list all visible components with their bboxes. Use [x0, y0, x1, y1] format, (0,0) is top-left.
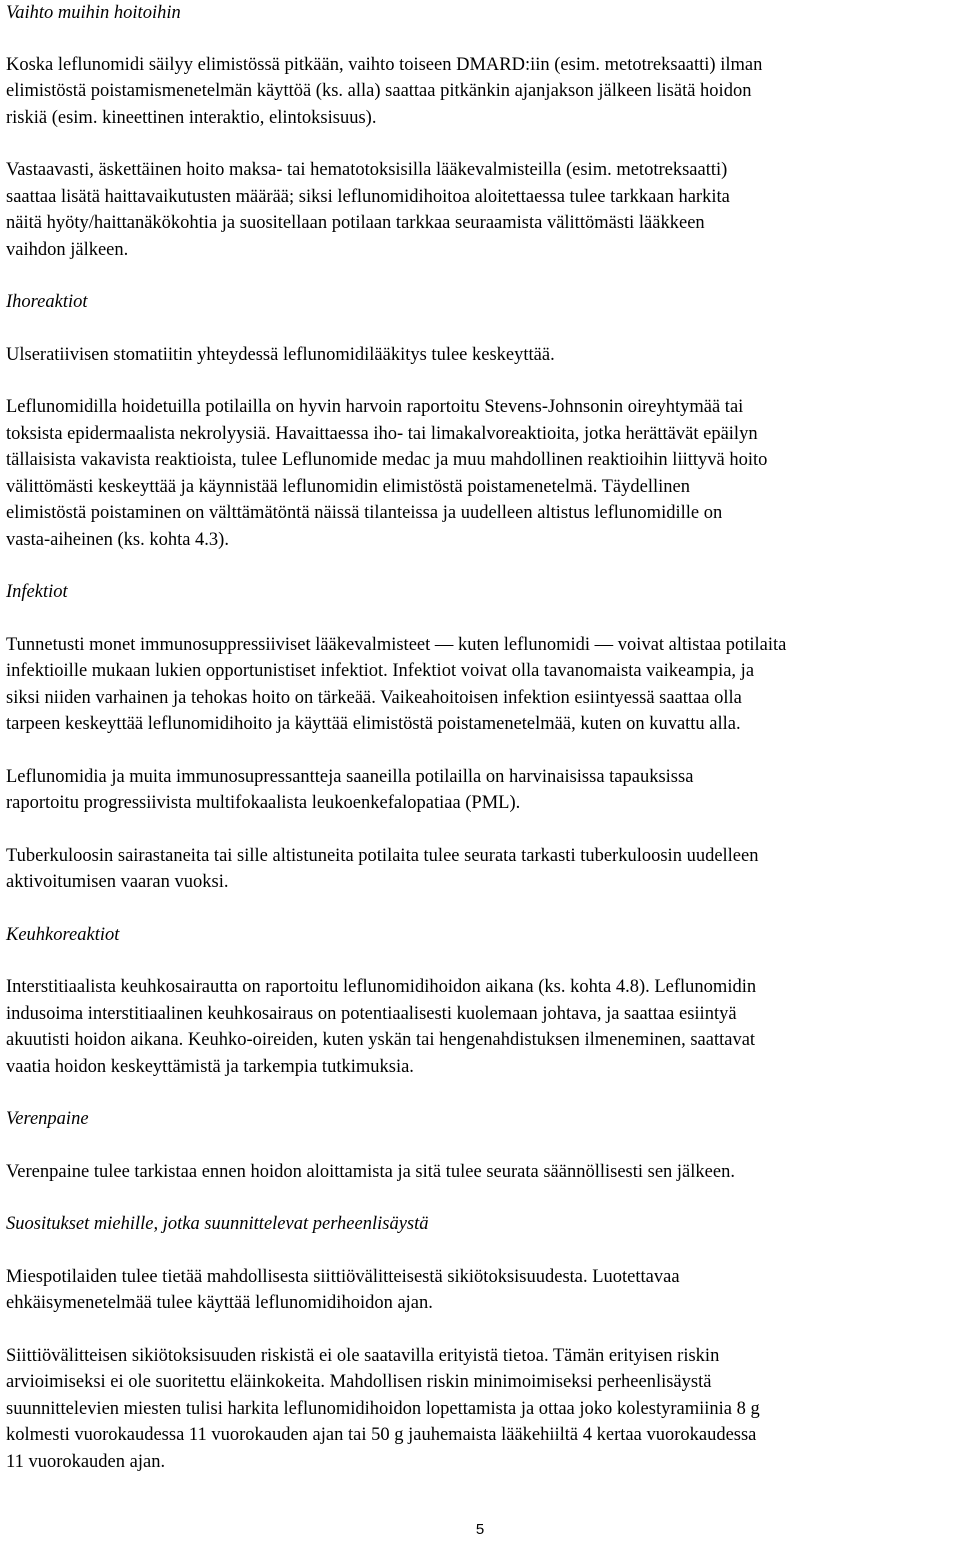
paragraph: Interstitiaalista keuhkosairautta on raportoitu leflunomidihoidon aikana (ks. kohta 4.8). Leflunomidin indusoima interstitiaalinen keuhkosairaus on potentiaalisesti kuolemaan johtava, ja saattaa esiintyä akuutisti hoidon aikana. Keuhko-oireiden, kuten yskän tai hengenahdistuksen ilmeneminen, saattavat vaatia hoidon keskeyttämistä ja tarkempia tutkimuksia. — [6, 977, 757, 1077]
paragraph: Siittiövälitteisen sikiötoksisuuden riskistä ei ole saatavilla erityistä tietoa. Tämän erityisen riskin arvioimiseksi ei ole suoritettu eläinkokeita. Mahdollisen riskin minimoimiseksi perheenlisäystä suunnittelevien miesten tulisi harkita leflunomidihoidon lopettamista ja ottaa joko kolestyramiinia 8 g kolmesti vuorokaudessa 11 vuorokauden ajan tai 50 g jauhemaista lääkehiiltä 4 kertaa vuorokaudessa 11 vuorokauden ajan. — [6, 1345, 760, 1472]
paragraph: Koska leflunomidi säilyy elimistössä pitkään, vaihto toiseen DMARD:iin (esim. metotreksaatti) ilman elimistöstä poistamismenetelmän käyttöä (ks. alla) saattaa pitkänkin ajanjakson jälkeen lisätä hoidon riskiä (esim. kineettinen interaktio, elintoksisuus). — [6, 54, 763, 128]
section-ihoreaktiot — [6, 289, 952, 553]
section-heading-ihoreaktiot: Ihoreaktiot — [6, 292, 88, 312]
section-heading-infektiot: Infektiot — [6, 582, 68, 602]
section-vaihto — [6, 0, 952, 263]
section-heading-keuhkoreaktiot: Keuhkoreaktiot — [6, 924, 120, 945]
paragraph: Ulseratiivisen stomatiitin yhteydessä leflunomidilääkitys tulee keskeyttää. — [6, 344, 555, 365]
paragraph: Verenpaine tulee tarkistaa ennen hoidon aloittamista ja sitä tulee seurata säännöllisesti sen jälkeen. — [6, 1161, 735, 1182]
paragraph: Leflunomidia ja muita immunosupressantteja saaneilla potilailla on harvinaisissa tapauksissa raportoitu progressiivista multifokaalista leukoenkefalopatiaa (PML). — [6, 766, 694, 813]
paragraph: Leflunomidilla hoidetuilla potilailla on hyvin harvoin raportoitu Stevens-Johnsonin oireyhtymää tai toksista epidermaalista nekrolyysiä. Havaittaessa iho- tai limakalvoreaktioita, jotka herättävät epäilyn tällaisista vakavista reaktioista, tulee Leflunomide medac ja muu mahdollinen reaktioihin liittyvä hoito välittömästi keskeyttää ja käynnistää leflunomidin elimistöstä poistamenetelmä. Täydellinen elimistöstä poistaminen on välttämätöntä näissä tilanteissa ja uudelleen altistus leflunomidille on vasta-aiheinen (ks. kohta 4.3). — [6, 397, 768, 550]
section-infektiot — [6, 579, 952, 896]
paragraph: Miespotilaiden tulee tietää mahdollisesta siittiövälitteisestä sikiötoksisuudesta. Luotettavaa ehkäisymenetelmää tulee käyttää leflunomidihoidon ajan. — [6, 1266, 680, 1313]
paragraph: Tuberkuloosin sairastaneita tai sille altistuneita potilaita tulee seurata tarkasti tuberkuloosin uudelleen aktivoitumisen vaaran vuoksi. — [6, 845, 759, 892]
section-heading-suositukset: Suositukset miehille, jotka suunnittelevat perheenlisäystä — [6, 1214, 429, 1234]
paragraph: Vastaavasti, äskettäinen hoito maksa- tai hematotoksisilla lääkevalmisteilla (esim. metotreksaatti) saattaa lisätä haittavaikutusten määrää; siksi leflunomidihoitoa aloitettaessa tulee tarkkaan harkita näitä hyöty/haittanäkökohtia ja suositellaan potilaan tarkkaa seuraamista välittömästi lääkkeen vaihdon jälkeen. — [6, 160, 730, 260]
section-heading-verenpaine: Verenpaine — [6, 1109, 89, 1129]
section-keuhkoreaktiot — [6, 922, 952, 1081]
section-verenpaine — [6, 1106, 952, 1185]
document-page — [6, 0, 952, 1475]
section-heading-vaihto: Vaihto muihin hoitoihin — [6, 3, 181, 23]
paragraph: Tunnetusti monet immunosuppressiiviset lääkevalmisteet — kuten leflunomidi — voivat altistaa potilaita infektioille mukaan lukien opportunistiset infektiot. Infektiot voivat olla tavanomaista vaikeampia, ja siksi niiden varhainen ja tehokas hoito on tärkeää. Vaikeahoitoisen infektion esiintyessä saattaa olla tarpeen keskeyttää leflunomidihoito ja käyttää elimistöstä poistamenetelmää, kuten on kuvattu alla. — [6, 634, 787, 734]
section-suositukset — [6, 1211, 952, 1475]
page-number: 5 — [475, 1521, 485, 1538]
